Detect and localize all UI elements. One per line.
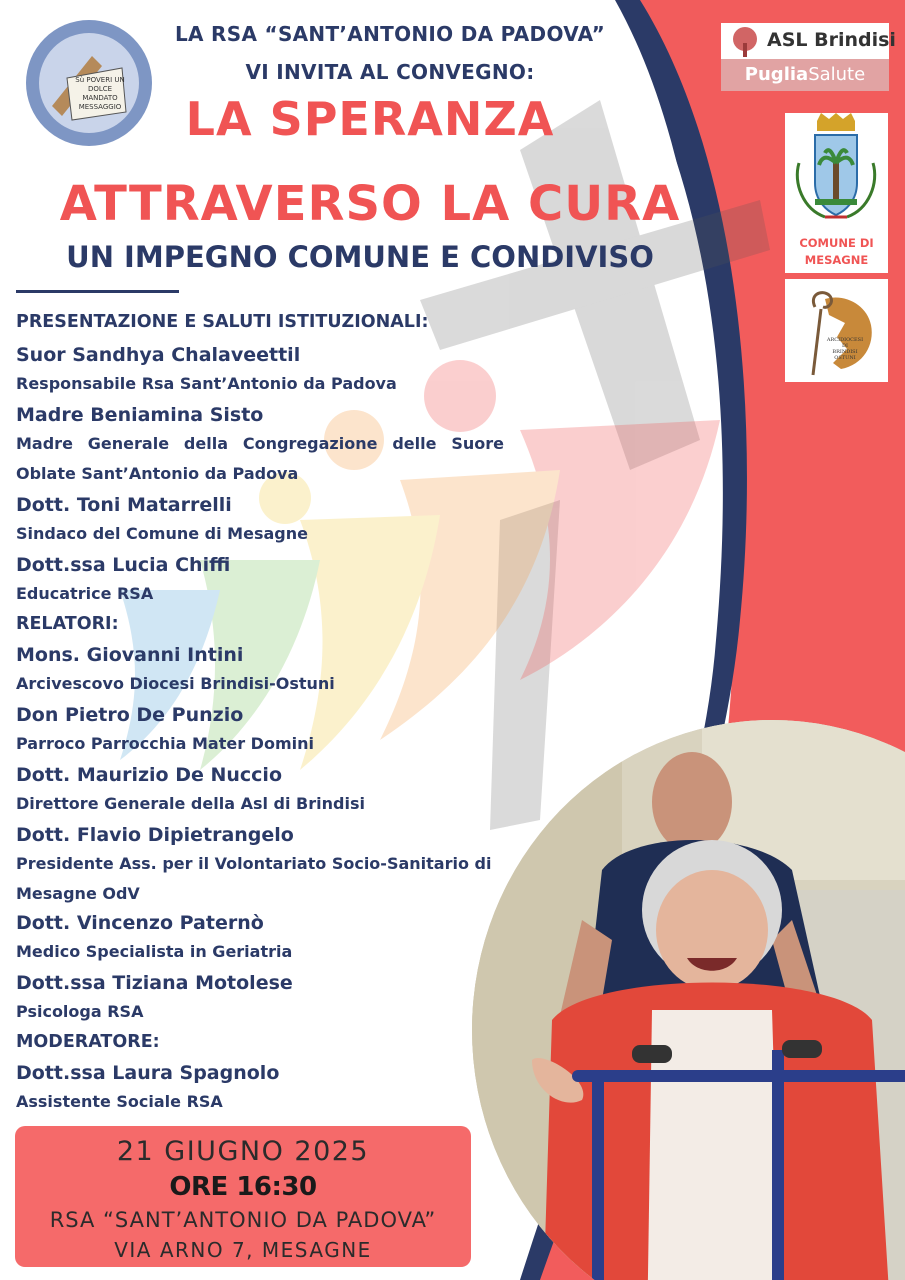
speaker-role: Madre Generale della Congregazione delle Suore: [16, 434, 504, 453]
seal-text-3: MANDATO: [82, 94, 118, 102]
coat-of-arms-icon: [785, 113, 888, 228]
event-time: ORE 16:30: [169, 1172, 317, 1202]
archdiocese-text-2: DI: [842, 343, 848, 349]
title-line-1: LA SPERANZA: [185, 92, 555, 146]
seal-text-2: DOLCE: [87, 85, 113, 93]
divider: [16, 290, 179, 293]
speaker-name: Madre Beniamina Sisto: [16, 404, 264, 426]
speaker-name: Don Pietro De Punzio: [16, 704, 244, 726]
speaker-role: Responsabile Rsa Sant’Antonio da Padova: [16, 374, 397, 393]
speaker-role: Educatrice RSA: [16, 584, 154, 603]
speaker-role: Medico Specialista in Geriatria: [16, 942, 293, 961]
archdiocese-text-4: OSTUNI: [834, 355, 856, 361]
speaker-role: Presidente Ass. per il Volontariato Socio-Sanitario di: [16, 854, 492, 873]
speaker-role: Mesagne OdV: [16, 884, 140, 903]
archdiocese-text-3: BRINDISI: [832, 349, 858, 355]
speaker-role: Sindaco del Comune di Mesagne: [16, 524, 308, 543]
event-date: 21 GIUGNO 2025: [116, 1136, 370, 1167]
section-heading: PRESENTAZIONE E SALUTI ISTITUZIONALI:: [16, 312, 429, 332]
comune-label-1: COMUNE DI: [799, 236, 874, 250]
archdiocese-logo: [785, 279, 888, 382]
event-address: VIA ARNO 7, MESAGNE: [114, 1238, 372, 1262]
subtitle: UN IMPEGNO COMUNE E CONDIVISO: [66, 240, 654, 274]
event-info-box: [15, 1126, 471, 1267]
speaker-name: Dott. Flavio Dipietrangelo: [16, 824, 294, 846]
speaker-role: Psicologa RSA: [16, 1002, 144, 1021]
asl-brindisi-logo: [721, 23, 896, 91]
speaker-role: Oblate Sant’Antonio da Padova: [16, 464, 299, 483]
archdiocese-text-1: ARCIDIOCESI: [826, 337, 864, 343]
section-heading: MODERATORE:: [16, 1032, 160, 1052]
invite-line-1: LA RSA “SANT’ANTONIO DA PADOVA”: [174, 22, 606, 46]
comune-label-2: MESAGNE: [804, 253, 869, 267]
speaker-role: Arcivescovo Diocesi Brindisi-Ostuni: [16, 674, 335, 693]
speaker-name: Dott.ssa Lucia Chiffi: [16, 554, 231, 576]
speaker-name: Dott.ssa Laura Spagnolo: [16, 1062, 280, 1084]
speaker-name: Suor Sandhya Chalaveettil: [16, 344, 301, 366]
speaker-name: Dott. Vincenzo Paternò: [16, 912, 264, 934]
asl-name: ASL Brindisi: [767, 29, 896, 51]
event-venue: RSA “SANT’ANTONIO DA PADOVA”: [49, 1208, 437, 1232]
speaker-role: Parroco Parrocchia Mater Domini: [16, 734, 314, 753]
title-line-2: ATTRAVERSO LA CURA: [59, 176, 681, 232]
section-heading: RELATORI:: [16, 614, 119, 634]
speaker-name: Mons. Giovanni Intini: [16, 644, 244, 666]
tree-icon: [725, 23, 765, 59]
comune-mesagne-logo: [785, 113, 888, 273]
speaker-role: Assistente Sociale RSA: [16, 1092, 223, 1111]
speaker-name: Dott.ssa Tiziana Motolese: [16, 972, 293, 994]
seal-text-1: Sù POVERI UN: [75, 76, 125, 84]
seal-text-4: MESSAGGIO: [78, 103, 122, 111]
speaker-name: Dott. Maurizio De Nuccio: [16, 764, 282, 786]
puglia-salute-label: PugliaSalute: [744, 64, 866, 85]
speaker-name: Dott. Toni Matarrelli: [16, 494, 232, 516]
invite-line-2: VI INVITA AL CONVEGNO:: [245, 60, 535, 84]
crozier-icon: [785, 279, 888, 382]
speaker-role: Direttore Generale della Asl di Brindisi: [16, 794, 365, 813]
